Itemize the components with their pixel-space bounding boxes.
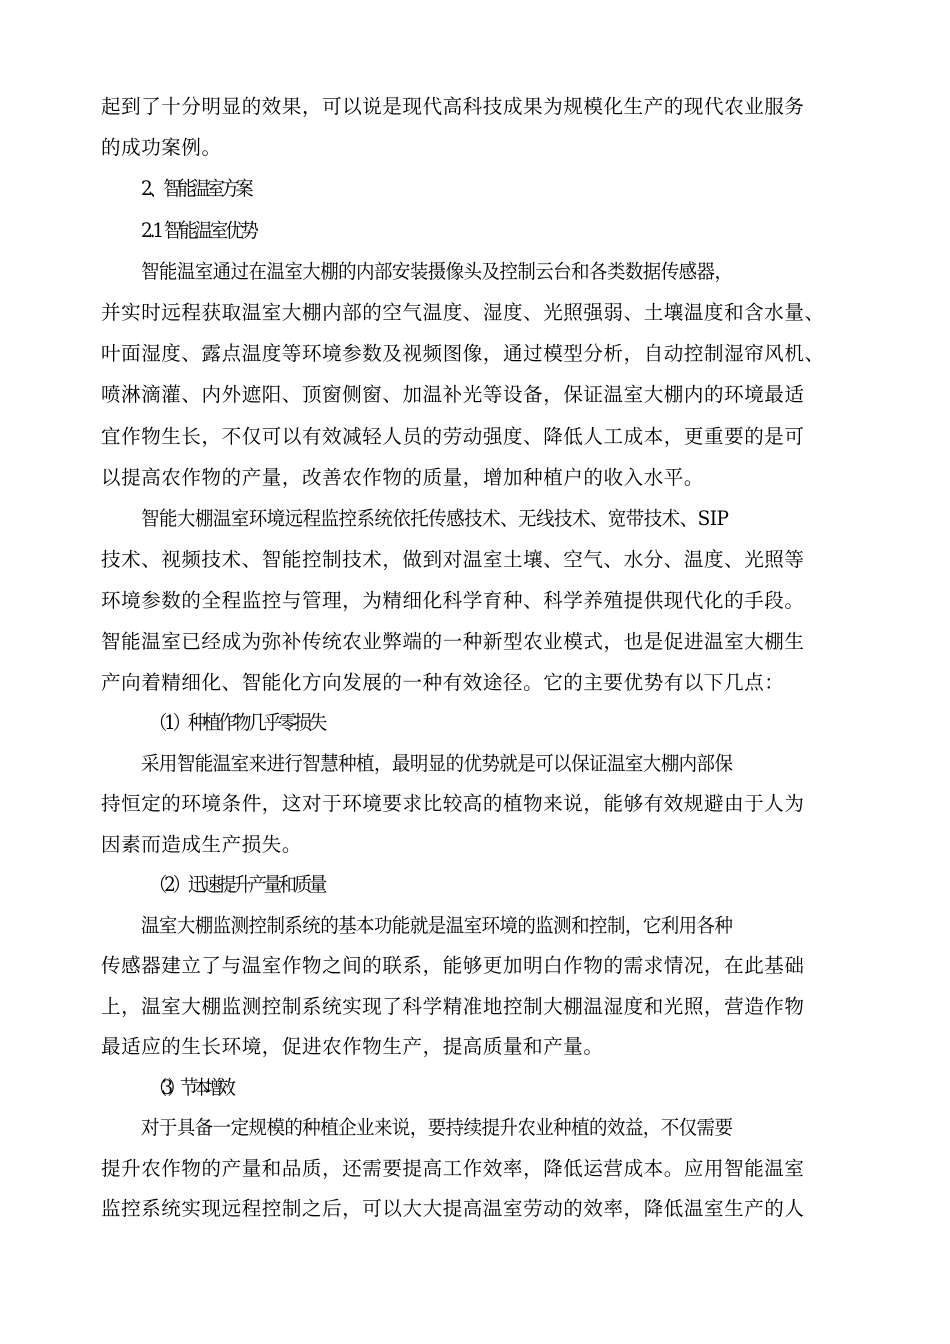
paragraph-line: 监控系统实现远程控制之后，可以大大提高温室劳动的效率，降低温室生产的人 xyxy=(101,1197,805,1220)
paragraph-line: 采用智能温室来进行智慧种植，最明显的优势就是可以保证温室大棚内部保 xyxy=(141,752,733,775)
paragraph-line: 智能温室已经成为弥补传统农业弊端的一种新型农业模式，也是促进温室大棚生 xyxy=(101,630,805,653)
paragraph-line: 上，温室大棚监测控制系统实现了科学精准地控制大棚温湿度和光照，营造作物 xyxy=(101,995,805,1018)
paragraph-line: 叶面湿度、露点温度等环境参数及视频图像，通过模型分析，自动控制湿帘风机、 xyxy=(101,342,825,365)
paragraph-line: 温室大棚监测控制系统的基本功能就是温室环境的监测和控制，它利用各种 xyxy=(141,914,733,937)
paragraph-line: 起到了十分明显的效果，可以说是现代高科技成果为规模化生产的现代农业服务 xyxy=(101,95,805,118)
section-heading: 2、智能温室方案 xyxy=(141,177,250,200)
paragraph-line: 喷淋滴灌、内外遮阳、顶窗侧窗、加温补光等设备，保证温室大棚内的环境最适 xyxy=(101,383,805,406)
paragraph-line: 对于具备一定规模的种植企业来说，要持续提升农业种植的效益，不仅需要 xyxy=(141,1116,733,1139)
paragraph-line: 智能温室通过在温室大棚的内部安装摄像头及控制云台和各类数据传感器， xyxy=(141,260,733,283)
paragraph-line: 最适应的生长环境，促进农作物生产，提高质量和产量。 xyxy=(101,1035,604,1058)
paragraph-line: 产向着精细化、智能化方向发展的一种有效途径。它的主要优势有以下几点： xyxy=(101,671,785,694)
paragraph-line: 传感器建立了与温室作物之间的联系，能够更加明白作物的需求情况，在此基础 xyxy=(101,954,805,977)
paragraph-line: 技术、视频技术、智能控制技术，做到对温室土壤、空气、水分、温度、光照等 xyxy=(101,548,805,571)
paragraph-line: 环境参数的全程监控与管理，为精细化科学育种、科学养殖提供现代化的手段。 xyxy=(101,589,805,612)
paragraph-line: 以提高农作物的产量，改善农作物的质量，增加种植户的收入水平。 xyxy=(101,466,705,489)
paragraph-line: 持恒定的环境条件，这对于环境要求比较高的植物来说，能够有效规避由于人为 xyxy=(101,792,805,815)
paragraph-line: 的成功案例。 xyxy=(101,136,222,159)
paragraph-line: 智能大棚温室环境远程监控系统依托传感技术、无线技术、宽带技术、SIP xyxy=(141,507,729,530)
paragraph-line: 提升农作物的产量和品质，还需要提高工作效率，降低运营成本。应用智能温室 xyxy=(101,1157,805,1180)
list-heading: （3）节本增效 xyxy=(149,1076,231,1099)
subsection-heading: 2.1 智能温室优势 xyxy=(141,219,256,242)
list-heading: （2）迅速提升产量和质量 xyxy=(149,873,325,896)
paragraph-line: 宜作物生长，不仅可以有效减轻人员的劳动强度、降低人工成本，更重要的是可 xyxy=(101,425,805,448)
list-heading: （1）种植作物几乎零损失 xyxy=(149,711,325,734)
paragraph-line: 并实时远程获取温室大棚内部的空气温度、湿度、光照强弱、土壤温度和含水量、 xyxy=(101,301,825,324)
paragraph-line: 因素而造成生产损失。 xyxy=(101,833,303,856)
